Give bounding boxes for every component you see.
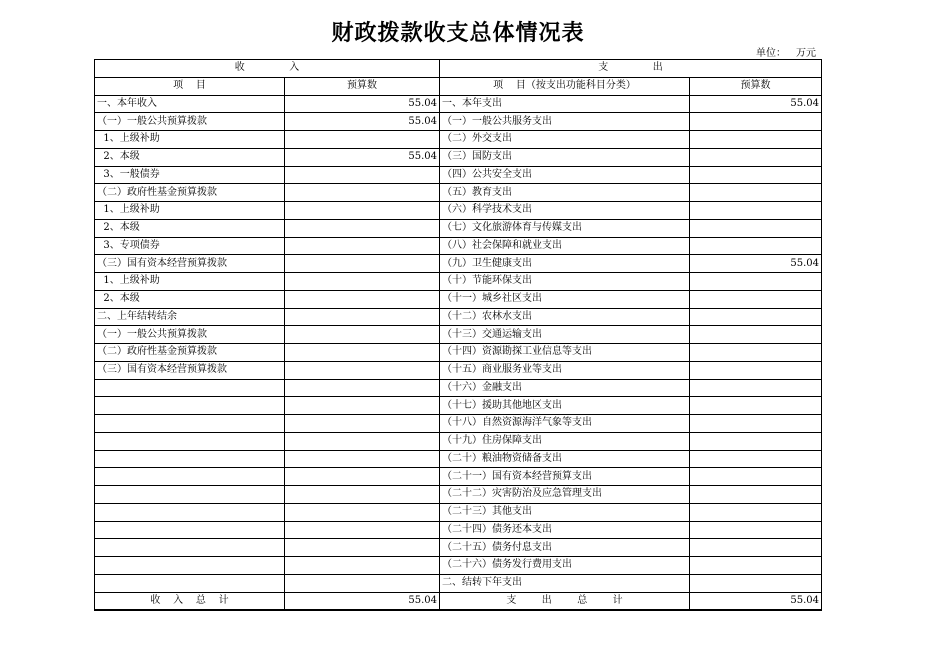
expense-value-cell: 55.04 (690, 95, 822, 113)
income-item-cell: 1、上级补助 (95, 273, 285, 291)
expense-header: 支 出 (440, 60, 822, 78)
expense-item-cell: （一）一般公共服务支出 (440, 113, 690, 131)
income-item-cell: （三）国有资本经营预算拨款 (95, 255, 285, 273)
expense-item-cell: （十九）住房保障支出 (440, 432, 690, 450)
income-item-cell: 2、本级 (95, 290, 285, 308)
expense-value-cell (690, 468, 822, 486)
income-item-header: 项 目 (95, 77, 285, 95)
expense-item-cell: （四）公共安全支出 (440, 166, 690, 184)
income-item-cell (95, 379, 285, 397)
expense-item-cell: （十六）金融支出 (440, 379, 690, 397)
table-row (95, 415, 822, 433)
income-value-cell (285, 486, 440, 504)
expense-item-cell: （二）外交支出 (440, 131, 690, 149)
header-row-columns (95, 77, 822, 95)
income-item-cell: 一、本年收入 (95, 95, 285, 113)
unit-label (756, 44, 816, 59)
expense-item-cell: （十二）农林水支出 (440, 308, 690, 326)
income-total-value: 55.04 (285, 592, 440, 610)
income-value-cell (285, 379, 440, 397)
table-row (95, 95, 822, 113)
income-budget-header: 预算数 (285, 77, 440, 95)
expense-item-cell: （二十）粮油物资储备支出 (440, 450, 690, 468)
expense-item-cell: （十）节能环保支出 (440, 273, 690, 291)
income-item-cell: （二）政府性基金预算拨款 (95, 184, 285, 202)
income-value-cell (285, 326, 440, 344)
expense-item-cell: （二十二）灾害防治及应急管理支出 (440, 486, 690, 504)
expense-budget-header: 预算数 (690, 77, 822, 95)
table-row (95, 131, 822, 149)
budget-table (94, 59, 822, 611)
income-item-cell (95, 521, 285, 539)
expense-item-cell: （七）文化旅游体育与传媒支出 (440, 219, 690, 237)
income-item-cell: 3、一般债券 (95, 166, 285, 184)
expense-value-cell (690, 184, 822, 202)
unit-label-text: 单位： (756, 48, 786, 59)
expense-item-cell: （十八）自然资源海洋气象等支出 (440, 415, 690, 433)
income-item-cell: （二）政府性基金预算拨款 (95, 344, 285, 362)
table-row (95, 574, 822, 592)
income-value-cell (285, 468, 440, 486)
table-row (95, 113, 822, 131)
table-row (95, 326, 822, 344)
table-row (95, 290, 822, 308)
income-item-cell (95, 486, 285, 504)
income-value-cell (285, 432, 440, 450)
expense-value-cell (690, 557, 822, 575)
income-value-cell (285, 450, 440, 468)
header-row-sections (95, 60, 822, 78)
expense-item-cell: （十七）援助其他地区支出 (440, 397, 690, 415)
table-row (95, 539, 822, 557)
page-title: 财政拨款收支总体情况表 (331, 20, 585, 46)
income-value-cell (285, 202, 440, 220)
expense-value-cell (690, 290, 822, 308)
income-item-cell: 3、专项债券 (95, 237, 285, 255)
expense-value-cell (690, 415, 822, 433)
expense-value-cell (690, 574, 822, 592)
income-item-cell (95, 432, 285, 450)
expense-item-cell: （十四）资源勘探工业信息等支出 (440, 344, 690, 362)
income-value-cell (285, 131, 440, 149)
expense-value-cell (690, 148, 822, 166)
table-row (95, 237, 822, 255)
table-row (95, 255, 822, 273)
table-row (95, 432, 822, 450)
expense-value-cell (690, 219, 822, 237)
income-value-cell (285, 503, 440, 521)
expense-value-cell (690, 202, 822, 220)
table-row (95, 166, 822, 184)
income-item-cell (95, 539, 285, 557)
expense-item-cell: （六）科学技术支出 (440, 202, 690, 220)
table-row (95, 379, 822, 397)
income-header: 收 入 (95, 60, 440, 78)
income-value-cell (285, 521, 440, 539)
expense-value-cell (690, 166, 822, 184)
table-row (95, 521, 822, 539)
table-row (95, 273, 822, 291)
expense-total-label: 支 出 总 计 (440, 592, 690, 610)
expense-value-cell (690, 539, 822, 557)
expense-item-cell: （五）教育支出 (440, 184, 690, 202)
expense-item-cell: （二十三）其他支出 (440, 503, 690, 521)
income-item-cell (95, 468, 285, 486)
table-row (95, 557, 822, 575)
income-value-cell: 55.04 (285, 148, 440, 166)
expense-value-cell (690, 131, 822, 149)
expense-item-cell: （二十六）债务发行费用支出 (440, 557, 690, 575)
table-row (95, 468, 822, 486)
income-item-cell (95, 397, 285, 415)
income-item-cell (95, 450, 285, 468)
total-row (95, 592, 822, 610)
table-row (95, 486, 822, 504)
expense-value-cell (690, 344, 822, 362)
expense-value-cell (690, 273, 822, 291)
expense-item-cell: （十五）商业服务业等支出 (440, 361, 690, 379)
income-value-cell (285, 574, 440, 592)
income-value-cell (285, 557, 440, 575)
expense-item-cell: （二十四）债务还本支出 (440, 521, 690, 539)
expense-value-cell (690, 113, 822, 131)
income-value-cell (285, 290, 440, 308)
expense-value-cell (690, 361, 822, 379)
expense-value-cell (690, 237, 822, 255)
income-value-cell: 55.04 (285, 95, 440, 113)
income-item-cell: （三）国有资本经营预算拨款 (95, 361, 285, 379)
income-value-cell (285, 273, 440, 291)
expense-value-cell (690, 379, 822, 397)
expense-item-cell: （八）社会保障和就业支出 (440, 237, 690, 255)
income-item-cell (95, 557, 285, 575)
table-row (95, 397, 822, 415)
expense-item-cell: 一、本年支出 (440, 95, 690, 113)
expense-value-cell (690, 397, 822, 415)
income-total-label: 收 入 总 计 (95, 592, 285, 610)
expense-value-cell (690, 503, 822, 521)
income-value-cell (285, 219, 440, 237)
income-item-cell: 2、本级 (95, 148, 285, 166)
table-row (95, 184, 822, 202)
expense-item-cell: （十三）交通运输支出 (440, 326, 690, 344)
income-value-cell (285, 308, 440, 326)
income-value-cell (285, 539, 440, 557)
income-item-cell: 1、上级补助 (95, 131, 285, 149)
income-value-cell (285, 184, 440, 202)
income-item-cell: 二、上年结转结余 (95, 308, 285, 326)
income-item-cell (95, 415, 285, 433)
income-value-cell (285, 237, 440, 255)
income-item-cell (95, 503, 285, 521)
table-row (95, 308, 822, 326)
income-value-cell (285, 415, 440, 433)
expense-item-cell: （三）国防支出 (440, 148, 690, 166)
income-item-cell: 1、上级补助 (95, 202, 285, 220)
expense-value-cell (690, 486, 822, 504)
expense-item-cell: （二十一）国有资本经营预算支出 (440, 468, 690, 486)
income-value-cell (285, 361, 440, 379)
expense-value-cell (690, 432, 822, 450)
table-row (95, 361, 822, 379)
income-value-cell (285, 344, 440, 362)
expense-item-cell: 二、结转下年支出 (440, 574, 690, 592)
expense-item-cell: （二十五）债务付息支出 (440, 539, 690, 557)
income-value-cell (285, 255, 440, 273)
table-row (95, 344, 822, 362)
table-row (95, 219, 822, 237)
income-value-cell: 55.04 (285, 113, 440, 131)
expense-value-cell (690, 521, 822, 539)
table-row (95, 202, 822, 220)
unit-value: 万元 (796, 48, 816, 59)
income-value-cell (285, 166, 440, 184)
expense-item-cell: （九）卫生健康支出 (440, 255, 690, 273)
income-item-cell (95, 574, 285, 592)
expense-value-cell: 55.04 (690, 255, 822, 273)
expense-value-cell (690, 308, 822, 326)
income-item-cell: （一）一般公共预算拨款 (95, 113, 285, 131)
expense-item-header: 项 目（按支出功能科目分类） (440, 77, 690, 95)
table-row (95, 450, 822, 468)
expense-value-cell (690, 326, 822, 344)
table-row (95, 148, 822, 166)
income-item-cell: （一）一般公共预算拨款 (95, 326, 285, 344)
expense-item-cell: （十一）城乡社区支出 (440, 290, 690, 308)
expense-value-cell (690, 450, 822, 468)
table-row (95, 503, 822, 521)
expense-total-value: 55.04 (690, 592, 822, 610)
income-item-cell: 2、本级 (95, 219, 285, 237)
income-value-cell (285, 397, 440, 415)
